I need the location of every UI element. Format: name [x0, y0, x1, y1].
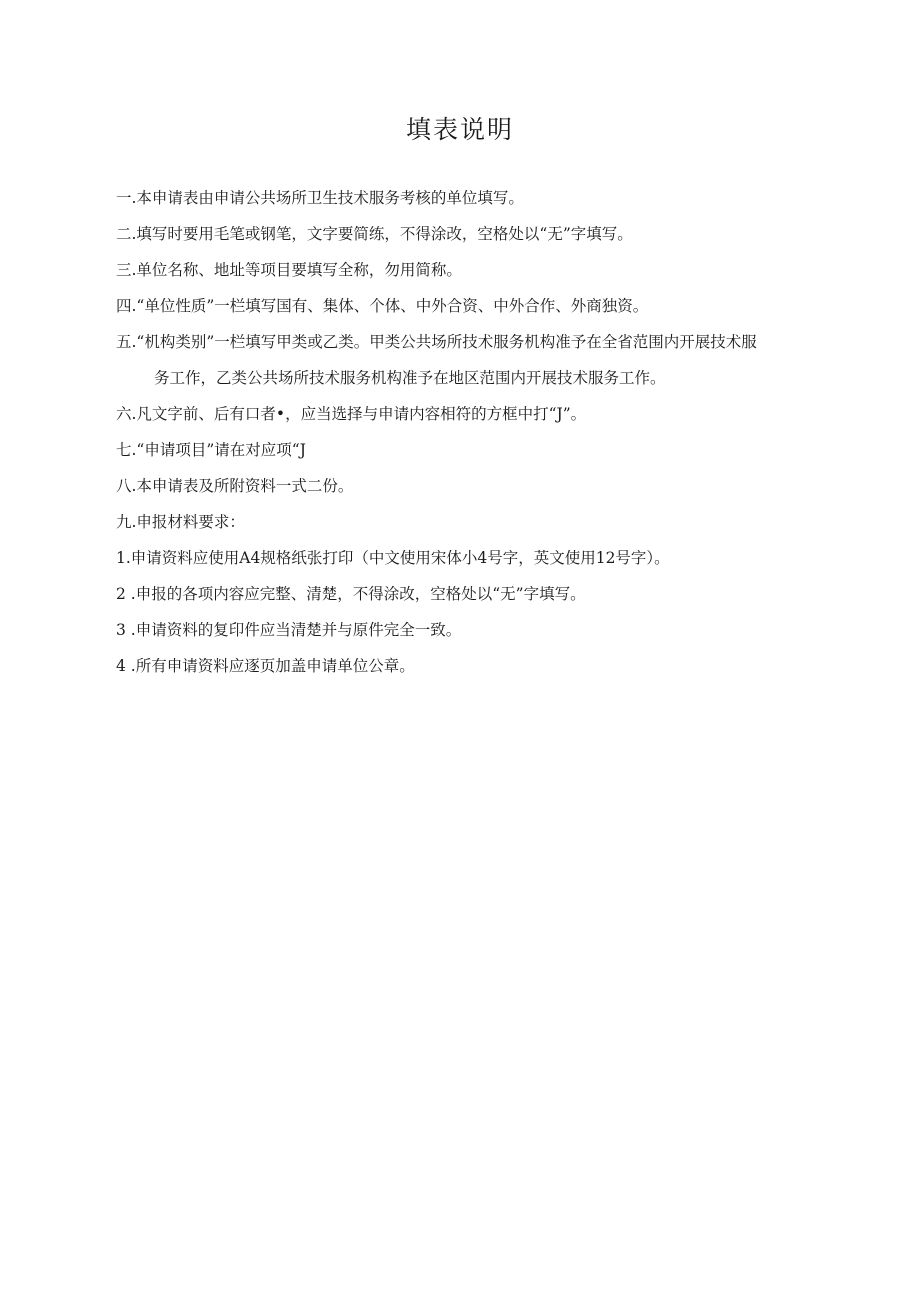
instruction-item-6: 六.凡文字前、后有口者•，应当选择与申请内容相符的方框中打“J”。	[116, 405, 587, 423]
instruction-item-5-continued	[116, 360, 846, 396]
requirement-item-4: 4 .所有申请资料应逐页加盖申请单位公章。	[116, 657, 415, 675]
document-title: 填表说明	[405, 115, 514, 144]
requirement-item-1: 1.申请资料应使用A4规格纸张打印（中文使用宋体小4号字，英文使用12号字）。	[116, 549, 670, 567]
instruction-item-8: 八.本申请表及所附资料一式二份。	[116, 477, 354, 495]
instruction-item-5: 五.“机构类别”一栏填写甲类或乙类。甲类公共场所技术服务机构准予在全省范围内开展技术服	[116, 333, 757, 351]
instruction-item-9: 九.申报材料要求：	[116, 513, 245, 531]
requirement-item-3: 3 .申请资料的复印件应当清楚并与原件完全一致。	[116, 621, 462, 639]
instruction-item-4: 四.“单位性质”一栏填写国有、集体、个体、中外合资、中外合作、外商独资。	[116, 297, 649, 315]
instruction-item-3: 三.单位名称、地址等项目要填写全称，勿用简称。	[116, 261, 462, 279]
instruction-item-1: 一.本申请表由申请公共场所卫生技术服务考核的单位填写。	[116, 189, 524, 207]
instruction-item-2: 二.填写时要用毛笔或钢笔，文字要简练，不得涂改，空格处以“无”字填写。	[116, 225, 633, 243]
instruction-item-7: 七.“申请项目”请在对应项“J	[116, 441, 306, 459]
instruction-item-5-continued-text: 务工作，乙类公共场所技术服务机构准予在地区范围内开展技术服务工作。	[154, 369, 666, 387]
instruction-list	[116, 180, 846, 684]
requirement-item-2: 2 .申报的各项内容应完整、清楚，不得涂改，空格处以“无”字填写。	[116, 585, 586, 603]
